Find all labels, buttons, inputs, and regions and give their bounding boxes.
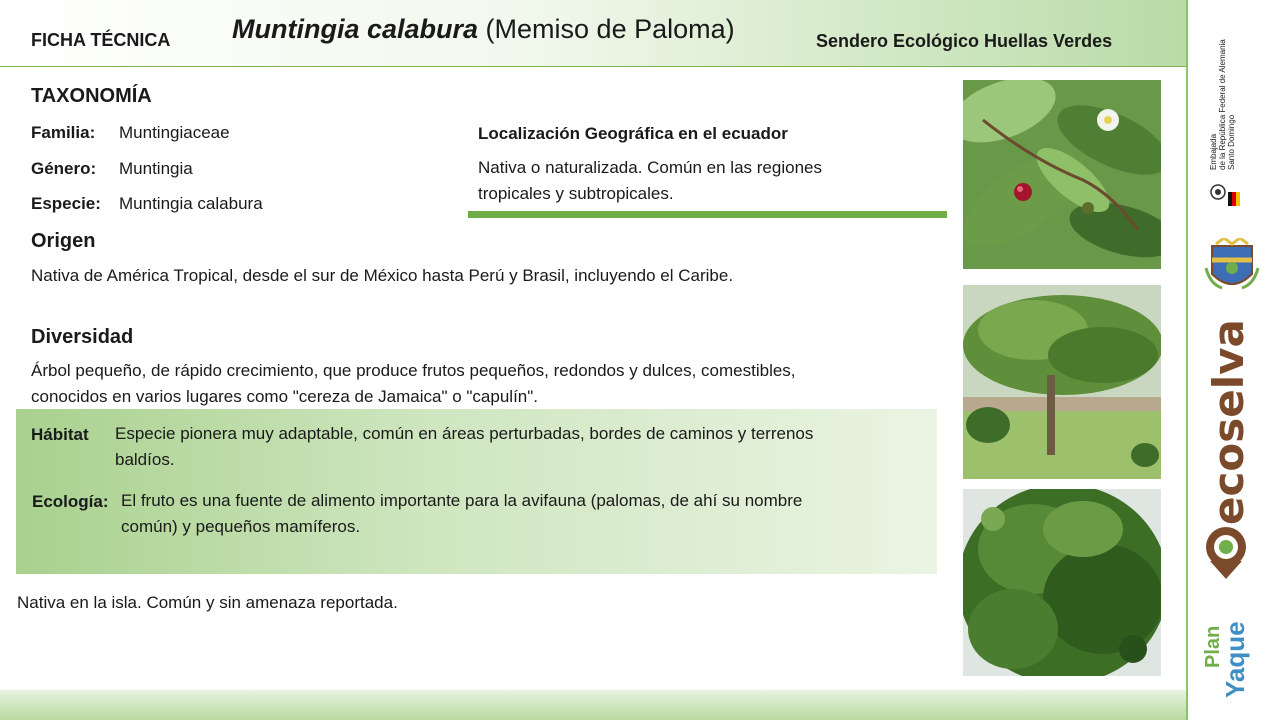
ecology-text-line: El fruto es una fuente de alimento importante para la avifauna (palomas, de ahí su nombre (121, 491, 803, 510)
family-label: Familia: (31, 123, 96, 142)
species-label: Especie: (31, 194, 101, 213)
embassy-text (1209, 39, 1236, 170)
location-text-line: tropicales y subtropicales. (478, 184, 674, 203)
family-value: Muntingiaceae (119, 123, 230, 142)
habitat-text-line: baldíos. (115, 450, 175, 469)
location-title: Localización Geográfica en el ecuador (478, 124, 788, 143)
fruit-branch-photo (963, 80, 1161, 269)
tree-foliage-photo (963, 489, 1161, 676)
footer-bar (0, 690, 1186, 720)
embassy-text-line: Santo Domingo (1227, 114, 1236, 170)
species-value: Muntingia calabura (119, 194, 263, 213)
conservation-status-text: Nativa en la isla. Común y sin amenaza reportada. (17, 593, 398, 612)
ecology-text-line: común) y pequeños mamíferos. (121, 517, 361, 536)
location-text (478, 155, 822, 207)
habitat-text-line: Especie pionera muy adaptable, común en áreas perturbadas, bordes de caminos y terrenos (115, 424, 814, 443)
header-bar (0, 0, 1186, 67)
trail-name: Sendero Ecológico Huellas Verdes (816, 31, 1113, 51)
embassy-logo (1206, 20, 1266, 210)
ecology-text (121, 488, 802, 540)
scientific-name: Muntingia calabura (232, 14, 479, 44)
diversity-text-line: conocidos en varios lugares como "cereza de Jamaica" o "capulín". (31, 387, 539, 406)
embassy-text-line: Embajada (1209, 133, 1218, 170)
diversity-title: Diversidad (31, 326, 134, 348)
embassy-text-line: de la República Federal de Alemania (1218, 39, 1227, 170)
tree-crown-photo (963, 285, 1161, 479)
sponsor-sidebar (1186, 0, 1280, 720)
plan-word: Plan (1202, 625, 1224, 668)
origin-text: Nativa de América Tropical, desde el sur de México hasta Perú y Brasil, incluyendo el Caribe. (31, 266, 734, 285)
diversity-text (31, 358, 796, 410)
origin-title: Origen (31, 230, 96, 252)
genus-label: Género: (31, 159, 97, 178)
location-text-line: Nativa o naturalizada. Común en las regiones (478, 158, 822, 177)
sheet-type-label: FICHA TÉCNICA (31, 30, 171, 50)
ecoselva-logo (1200, 319, 1266, 580)
genus-value: Muntingia (119, 159, 193, 178)
habitat-text (115, 421, 813, 473)
yaque-word: Yaque (1220, 621, 1250, 698)
ecology-label: Ecología: (32, 492, 109, 511)
diversity-text-line: Árbol pequeño, de rápido crecimiento, que produce frutos pequeños, redondos y dulces, comestibles, (31, 361, 796, 380)
habitat-label: Hábitat (31, 425, 89, 444)
coat-of-arms-logo (1202, 238, 1262, 294)
ecoselva-wordmark: ecoselva (1204, 319, 1253, 525)
common-name: (Memiso de Paloma) (478, 14, 735, 44)
page-title (232, 14, 735, 45)
taxonomy-title: TAXONOMÍA (31, 85, 152, 107)
plan-yaque-logo (1200, 610, 1266, 700)
location-divider (468, 211, 947, 218)
